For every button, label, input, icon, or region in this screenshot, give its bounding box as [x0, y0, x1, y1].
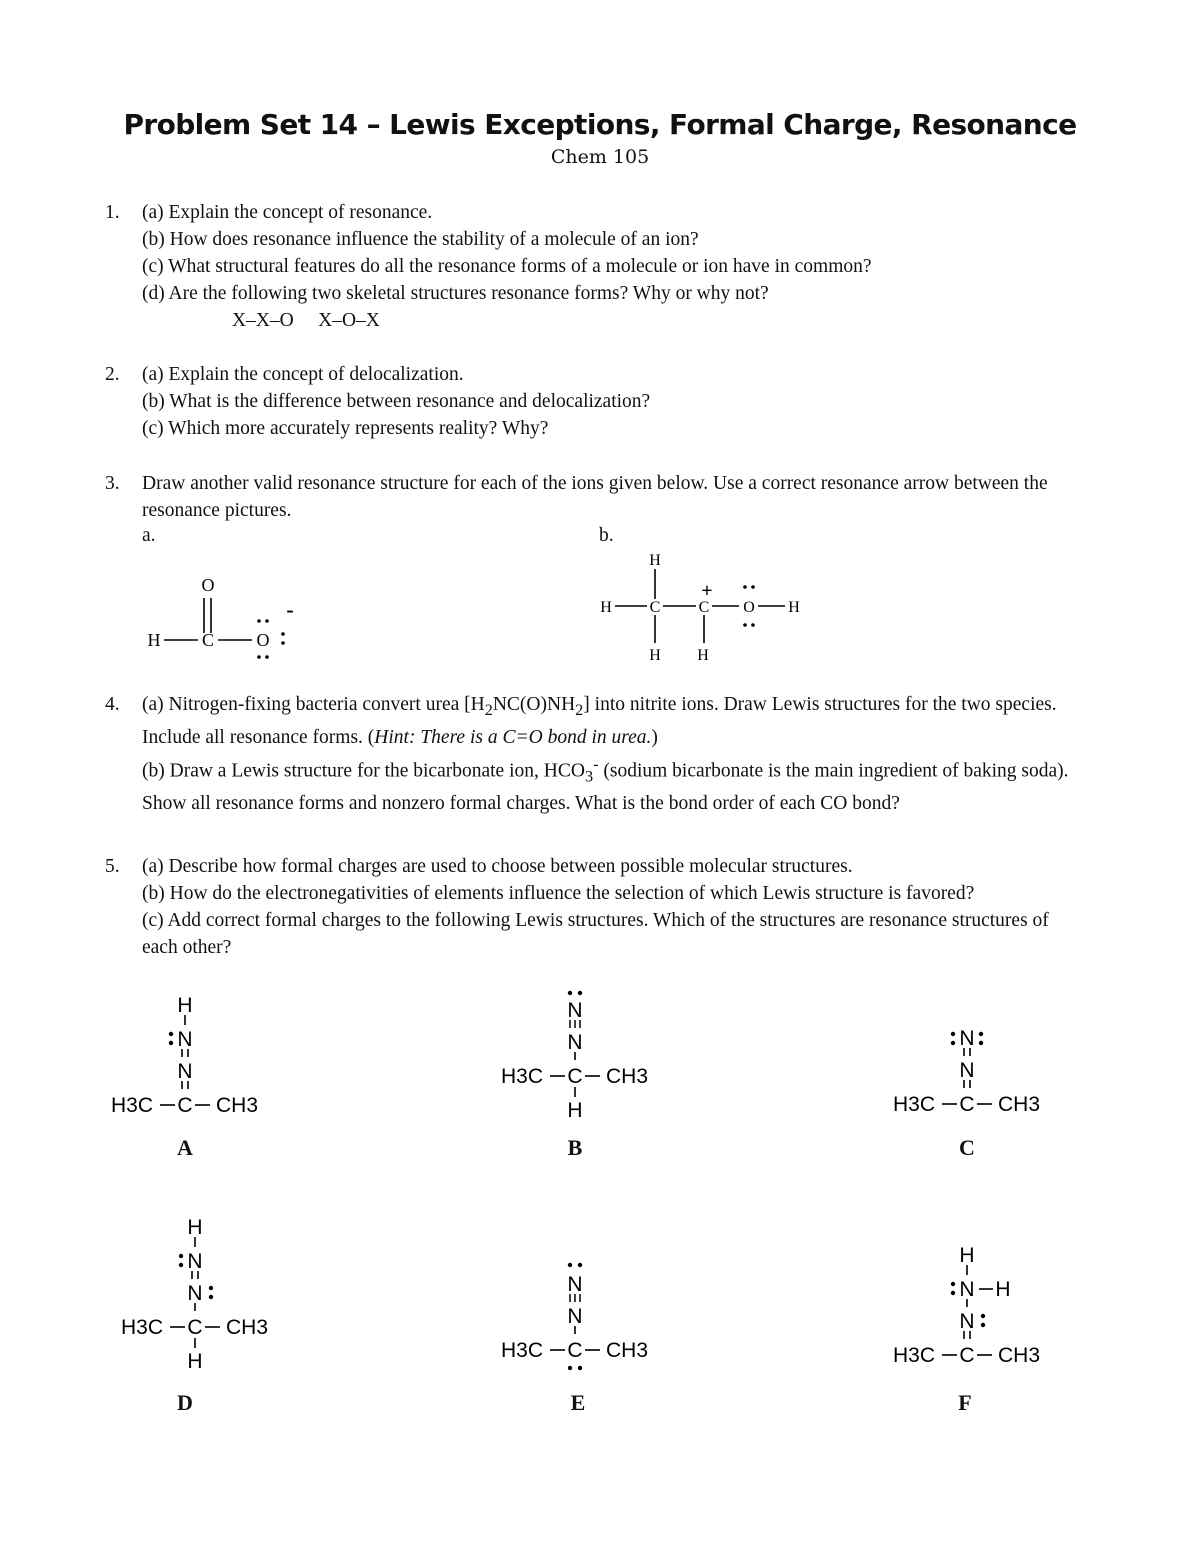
q1-part-d: (d) Are the following two skeletal structures resonance forms? Why or why not?	[142, 283, 769, 304]
formate-ion-structure	[138, 565, 318, 665]
hydrogen-atom: H	[649, 552, 661, 569]
methyl-group: H3C	[892, 1093, 936, 1116]
hydrogen-atom: H	[995, 1278, 1011, 1301]
q4a-text: (a) Nitrogen-fixing bacteria convert urea [H	[142, 694, 485, 715]
q2-part-c: (c) Which more accurately represents reality? Why?	[142, 418, 549, 439]
structure-label-b: B	[567, 1135, 583, 1160]
nitrogen-atom: N	[177, 1028, 193, 1051]
carbon-atom: C	[567, 1339, 583, 1362]
carbon-atom: C	[187, 1316, 203, 1339]
q1-part-c: (c) What structural features do all the resonance forms of a molecule or ion have in common?	[142, 256, 872, 277]
q4b-text: (b) Draw a Lewis structure for the bicarbonate ion, HCO	[142, 760, 585, 782]
oxygen-atom: O	[201, 575, 215, 595]
superscript: -	[593, 754, 599, 773]
question-number: 3.	[105, 473, 120, 494]
methyl-group: CH3	[997, 1344, 1041, 1367]
nitrogen-atom: N	[959, 1310, 975, 1333]
hydrogen-atom: H	[187, 1350, 203, 1372]
q2-part-a: (a) Explain the concept of delocalization.	[142, 364, 464, 385]
hydrogen-atom: H	[177, 994, 193, 1017]
question-number: 2.	[105, 364, 120, 385]
q5-part-a: (a) Describe how formal charges are used to choose between possible molecular structures.	[142, 856, 853, 877]
oxygen-atom: O	[256, 630, 270, 650]
nitrogen-atom: N	[187, 1282, 203, 1305]
hydrogen-atom: H	[697, 647, 709, 664]
positive-charge: +	[701, 580, 713, 602]
hydrogen-atom: H	[147, 630, 161, 650]
lone-pairs	[568, 1366, 582, 1370]
carbon-atom: C	[698, 599, 710, 616]
carbon-atom: C	[959, 1093, 975, 1116]
structure-label-c: C	[959, 1135, 975, 1160]
question-number: 4.	[105, 694, 120, 715]
methyl-group: CH3	[215, 1094, 259, 1117]
hydrogen-atom: H	[649, 647, 661, 664]
methyl-group: CH3	[605, 1339, 649, 1362]
lewis-structure-f	[882, 1240, 1072, 1370]
nitrogen-atom: N	[959, 1027, 975, 1050]
nitrogen-atom: N	[177, 1060, 193, 1083]
q4a-text: ] into nitrite ions. Draw Lewis structures for the two species. Include all resonance forms. (	[142, 694, 1057, 748]
subscript: 3	[584, 767, 594, 786]
carbon-atom: C	[959, 1344, 975, 1367]
q5-part-b: (b) How do the electronegativities of elements influence the selection of which Lewis structure is favored?	[142, 883, 975, 904]
nitrogen-atom: N	[959, 1278, 975, 1301]
q4a-text: )	[651, 726, 658, 748]
carbon-atom: C	[201, 630, 215, 650]
carbon-atom: C	[649, 599, 661, 616]
structure-label-a: A	[177, 1135, 193, 1160]
structure-label-d: D	[177, 1390, 193, 1415]
carbocation-structure	[595, 545, 815, 670]
lewis-structure-b	[490, 985, 670, 1125]
methyl-group: CH3	[605, 1065, 649, 1088]
oxygen-atom: O	[743, 599, 755, 616]
lone-pairs	[568, 1263, 582, 1267]
question-number: 5.	[105, 856, 120, 877]
lewis-structure-a	[100, 990, 280, 1120]
carbon-atom: C	[567, 1065, 583, 1088]
methyl-group: H3C	[110, 1094, 154, 1117]
methyl-group: H3C	[500, 1339, 544, 1362]
carbon-atom: C	[177, 1094, 193, 1117]
structure-label-f: F	[958, 1390, 972, 1415]
lewis-structure-c	[882, 1015, 1062, 1125]
subscript: 2	[575, 700, 584, 719]
methyl-group: H3C	[500, 1065, 544, 1088]
q5-part-c: (c) Add correct formal charges to the following Lewis structures. Which of the structures are resonance structures of each other?	[142, 910, 1049, 958]
hydrogen-atom: H	[187, 1216, 203, 1239]
lewis-structure-d	[110, 1212, 290, 1372]
nitrogen-atom: N	[567, 1305, 583, 1328]
q3-text: Draw another valid resonance structure for each of the ions given below. Use a correct resonance arrow between the resonance pictures.	[142, 473, 1048, 521]
q1-part-a: (a) Explain the concept of resonance.	[142, 202, 433, 223]
negative-charge: -	[286, 597, 294, 622]
course-name: Chem 105	[550, 146, 650, 168]
methyl-group: H3C	[892, 1344, 936, 1367]
nitrogen-atom: N	[959, 1059, 975, 1082]
hydrogen-atom: H	[959, 1244, 975, 1267]
q1-part-b: (b) How does resonance influence the stability of a molecule of an ion?	[142, 229, 699, 250]
q4a-hint: Hint: There is a C=O bond in urea.	[374, 726, 652, 748]
lewis-structure-e	[490, 1255, 670, 1385]
lone-pairs	[169, 1032, 173, 1045]
q3-label-a: a.	[142, 525, 156, 546]
q1-skeletal-structures: X–X–O X–O–X	[232, 310, 380, 331]
question-number: 1.	[105, 202, 120, 223]
lone-pairs	[568, 991, 582, 995]
methyl-group: CH3	[225, 1316, 269, 1339]
nitrogen-atom: N	[567, 1273, 583, 1296]
nitrogen-atom: N	[567, 999, 583, 1022]
nitrogen-atom: N	[567, 1031, 583, 1054]
hydrogen-atom: H	[600, 599, 612, 616]
hydrogen-atom: H	[788, 599, 800, 616]
q4-part-b	[142, 751, 1092, 817]
q4-part-a	[142, 691, 1092, 751]
hydrogen-atom: H	[567, 1099, 583, 1122]
methyl-group: CH3	[997, 1093, 1041, 1116]
q2-part-b: (b) What is the difference between resonance and delocalization?	[142, 391, 651, 412]
q3-label-b: b.	[599, 525, 614, 546]
methyl-group: H3C	[120, 1316, 164, 1339]
q4b-text: (sodium bicarbonate is the main ingredient of baking soda). Show all resonance forms and nonzero formal charges. What is the bond order of each CO bond?	[142, 760, 1069, 815]
structure-label-e: E	[570, 1390, 586, 1415]
nitrogen-atom: N	[187, 1250, 203, 1273]
page-title: Problem Set 14 – Lewis Exceptions, Formal Charge, Resonance	[123, 108, 1077, 141]
subscript: 2	[484, 700, 493, 719]
q4a-text: NC(O)NH	[492, 694, 576, 715]
